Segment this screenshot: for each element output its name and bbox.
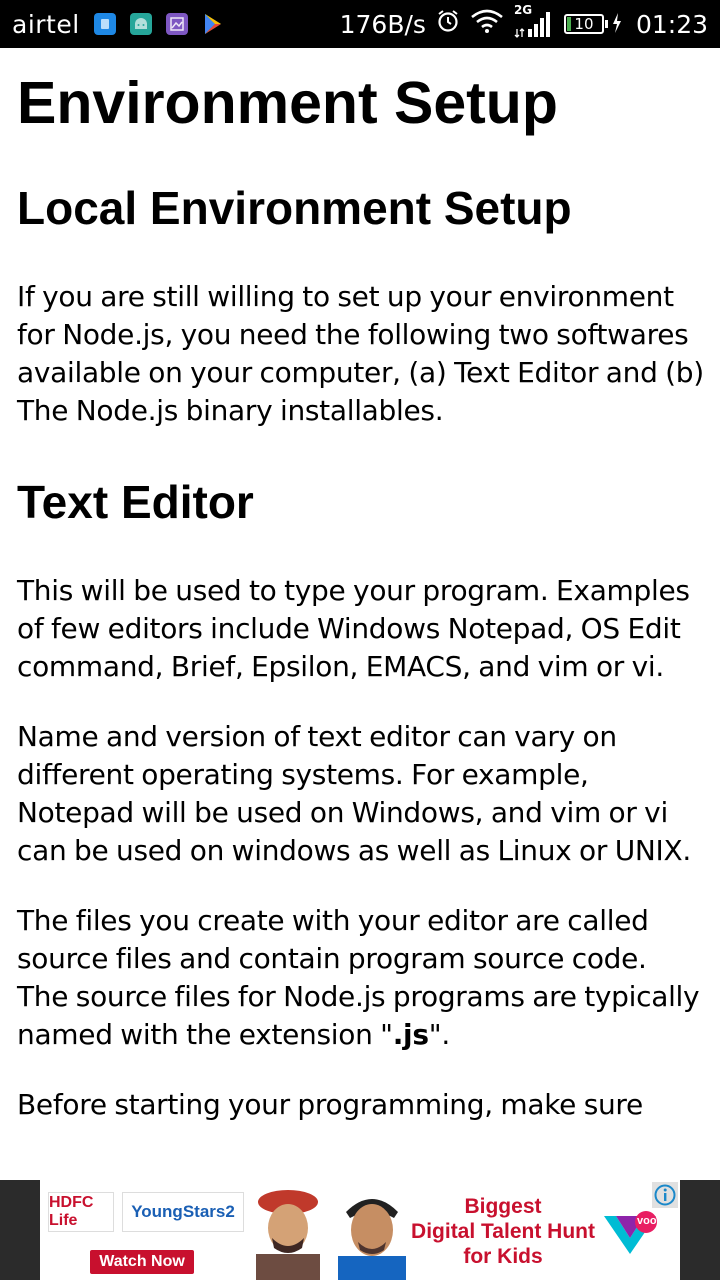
carrier-label: airtel xyxy=(12,9,80,39)
android-icon xyxy=(130,13,152,35)
section-heading-local-setup: Local Environment Setup xyxy=(17,182,572,234)
network-type-label: 2G xyxy=(513,3,533,17)
ad-headline-line-2: Digital Talent Hunt xyxy=(411,1220,595,1243)
ad-bar xyxy=(0,1180,720,1280)
sim-card-icon xyxy=(94,13,116,35)
alarm-icon xyxy=(436,9,460,39)
ad-headline-line-1: Biggest xyxy=(464,1195,542,1218)
ad-campaign-label: YoungStars2 xyxy=(131,1202,235,1221)
ad-brand-label: HDFC Life xyxy=(49,1194,94,1229)
gallery-icon xyxy=(166,13,188,35)
status-bar xyxy=(0,0,720,48)
watch-now-label: Watch Now xyxy=(99,1253,185,1270)
battery-level: 10 xyxy=(574,15,594,33)
charging-icon xyxy=(612,10,622,39)
page-title: Environment Setup xyxy=(17,70,558,136)
hdfc-life-logo xyxy=(48,1192,114,1232)
ad-banner[interactable] xyxy=(40,1180,680,1280)
battery-icon xyxy=(564,14,608,34)
network-speed: 176B/s xyxy=(339,9,426,39)
paragraph-source-files xyxy=(17,902,704,1054)
wifi-icon xyxy=(470,9,504,39)
ad-person-2-image xyxy=(332,1186,412,1280)
clock: 01:23 xyxy=(635,9,708,39)
article-content[interactable] xyxy=(0,48,720,1180)
paragraph-editors: This will be used to type your program. Examples of few editors include Windows Notepad, OS Edit command, Brief, Epsilon, EMACS, and vim or vi. xyxy=(17,574,690,683)
paragraph-before-starting: Before starting your programming, make sure xyxy=(17,1088,643,1121)
youngstars-logo xyxy=(122,1192,244,1232)
info-icon[interactable] xyxy=(652,1182,678,1208)
section-heading-text-editor: Text Editor xyxy=(17,476,254,528)
ad-headline-line-3: for Kids xyxy=(463,1245,543,1268)
paragraph-source-files-end: ". xyxy=(428,1018,450,1051)
voot-label: voot xyxy=(637,1215,661,1227)
extension-code: .js xyxy=(392,1018,429,1051)
paragraph-source-files-start: The files you create with your editor are called source files and contain program source code. The source files for Node.js programs are typically named with the extension " xyxy=(17,904,700,1051)
ad-person-1-image xyxy=(248,1186,328,1280)
play-store-icon xyxy=(202,13,224,35)
watch-now-button[interactable] xyxy=(90,1250,194,1274)
signal-icon xyxy=(513,3,554,39)
paragraph-os-variation: Name and version of text editor can vary on different operating systems. For example, Notepad will be used on Windows, and vim or vi can be used on windows as well as Linux or UNIX. xyxy=(17,720,691,867)
paragraph-intro: If you are still willing to set up your environment for Node.js, you need the following two softwares available on your computer, (a) Text Editor and (b) The Node.js binary installables. xyxy=(17,280,704,427)
ad-headline xyxy=(408,1194,598,1269)
